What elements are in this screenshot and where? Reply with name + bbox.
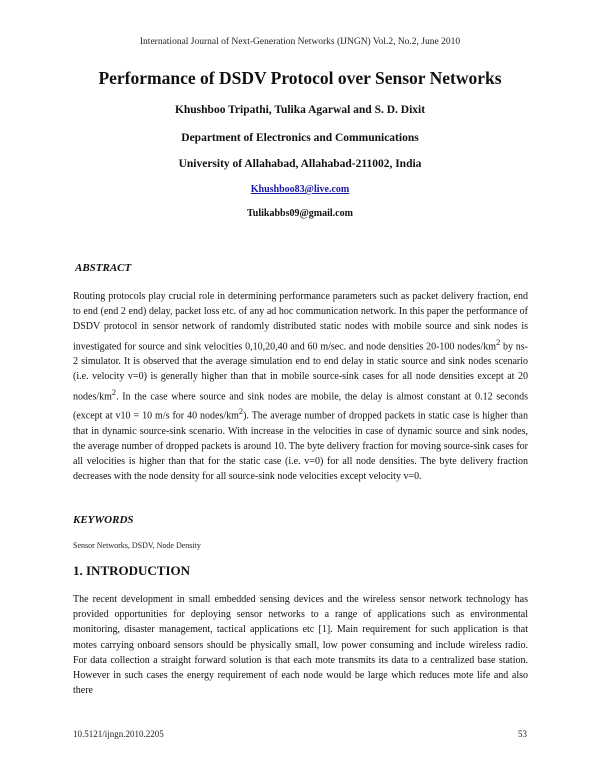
- introduction-body: The recent development in small embedded sensing devices and the wireless sensor network technology has provided opportunities for deploying sensor networks to a range of applications such as environmental monitoring, disaster management, tactical applications etc [1]. Main requirement for such application is that motes carrying onboard sensors should be physically small, low power consuming and include wireless radio. For data collection a straight forward solution is that each mote transmits its data to a centralized base station. However in such cases the energy requirement of each node would be large which reduces mote life and also there: [73, 594, 528, 697]
- superscript-2: 2: [111, 387, 117, 397]
- email-2: Tulikabbs09@gmail.com: [247, 208, 353, 219]
- email-link[interactable]: Khushboo83@live.com: [250, 184, 350, 195]
- university: University of Allahabad, Allahabad-211002, India: [178, 158, 422, 170]
- superscript-2: 2: [238, 407, 244, 417]
- abstract-text-1: Routing protocols play crucial role in determining performance parameters such as packet delivery fraction, end to end (end 2 end) delay, packet loss etc. of any ad hoc communication network. In this paper the performance of DSDV protocol in sensor network of randomly distributed static nodes with mobile source and sink nodes is investigated for source and sink velocities 0,10,20,40 and 60 m/sec. and node densities 20-100 nodes/km: [73, 291, 528, 352]
- superscript-2: 2: [496, 337, 501, 347]
- running-head: International Journal of Next-Generation Networks (IJNGN) Vol.2, No.2, June 2010: [139, 37, 461, 47]
- keywords-text: Sensor Networks, DSDV, Node Density: [73, 541, 201, 550]
- authors: Khushboo Tripathi, Tulika Agarwal and S. D. Dixit: [174, 104, 426, 116]
- footer-doi: 10.5121/ijngn.2010.2205: [73, 729, 164, 739]
- abstract-text-2: by ns-2 simulator. It is observed that the average simulation end to end delay in static source and sink nodes scenario (i.e. velocity v=0) is generally higher than that in mobile source-sink cases for all node densities except at 20 nodes/km: [73, 340, 528, 402]
- page-number: 53: [518, 729, 527, 739]
- abstract-body: [73, 289, 528, 484]
- introduction-heading: 1. INTRODUCTION: [73, 563, 191, 578]
- department: Department of Electronics and Communications: [181, 132, 419, 144]
- paper-title: Performance of DSDV Protocol over Sensor Networks: [98, 68, 502, 88]
- keywords-heading: KEYWORDS: [73, 514, 134, 526]
- email-1: [0, 184, 600, 195]
- abstract-text-4: ). The average number of dropped packets in static case is higher than that in dynamic source-sink scenario. With increase in the velocities in case of dynamic source and sink nodes, the average number of dropped packets is around 10. The byte delivery fraction for moving source-sink cases for all velocities is higher than that for the static case (i.e. v=0) for all node densities. The byte delivery fraction decreases with the node density for all source-sink node velocities except velocity v=0.: [73, 410, 528, 483]
- abstract-text-3: . In the case where source and sink nodes are mobile, the delay is almost constant at 0.12 seconds (except at v10 = 10 m/s for 40 nodes/km: [73, 390, 528, 422]
- abstract-heading: ABSTRACT: [75, 262, 132, 274]
